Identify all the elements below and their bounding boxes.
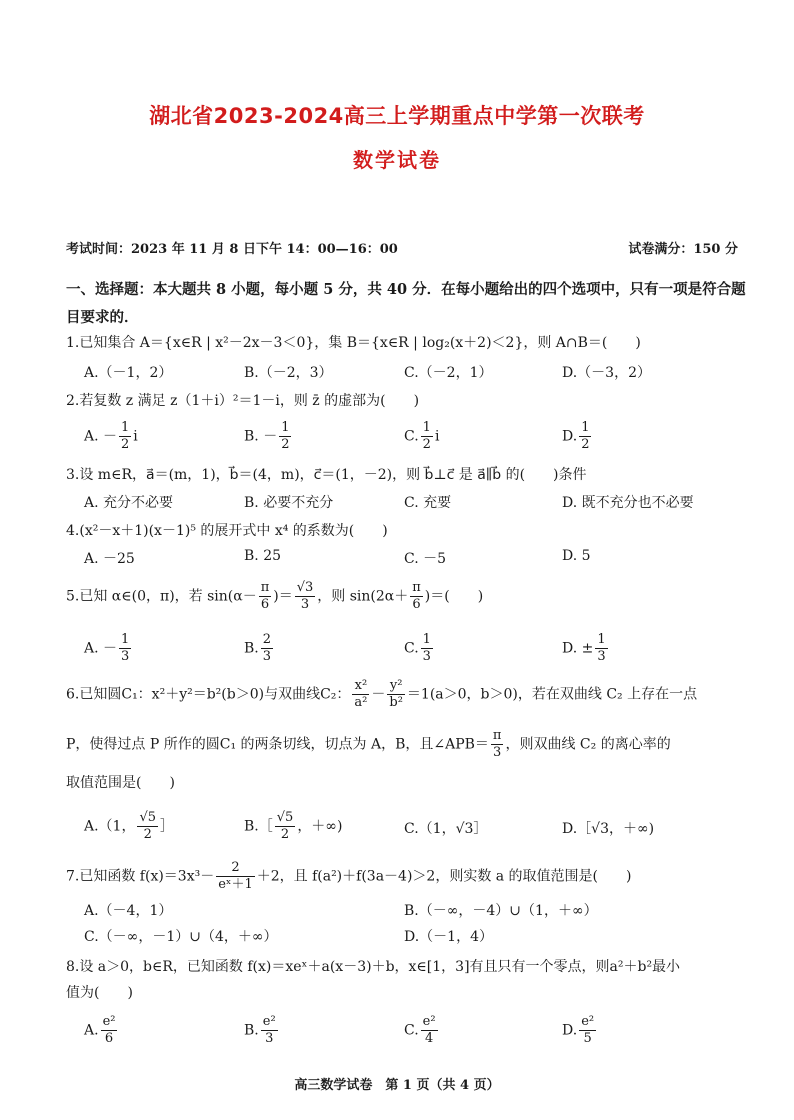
q2-a-label: A. － [84, 428, 118, 445]
q5-frac-1 [259, 580, 272, 613]
question-8-line-1: 8.设 a＞0，b∈R，已知函数 f(x)＝xeˣ＋a(x－3)＋b，x∈[1，3]有且只有一个零点，则a²＋b²最小 [66, 959, 681, 975]
q6-fx-num: x² [352, 678, 369, 695]
q6-fy-num: y² [387, 678, 405, 695]
q5-d-fraction [595, 632, 607, 665]
q6-fa-num: π [492, 728, 502, 743]
q2-a-num: 1 [121, 420, 130, 435]
q7-text-b: ＋2，且 f(a²)＋f(3a－4)＞2，则实数 a 的取值范围是( ) [256, 868, 632, 885]
q6-b-label: B.［ [244, 818, 273, 835]
q6-fy-den: b² [389, 695, 403, 710]
q6-a-label: A.（1， [84, 818, 136, 835]
q7-option-b: B.（－∞，－4）∪（1，＋∞） [404, 903, 598, 919]
q2-option-d [562, 420, 593, 453]
full-score: 试卷满分：150 分 [628, 242, 738, 257]
q2-a-imag: i [133, 428, 138, 445]
question-2-stem: 2.若复数 z 满足 z（1＋i）²＝1－i，则 z̄ 的虚部为( ) [66, 393, 420, 409]
q8-option-c [404, 1014, 440, 1047]
q5-text-d: )＝( ) [424, 588, 484, 605]
q4-option-d: D. 5 [562, 548, 591, 564]
q2-b-fraction [279, 420, 291, 453]
q5-option-d [562, 632, 610, 665]
q1-option-d: D.（－3，2） [562, 365, 651, 381]
q8-b-label: B. [244, 1022, 259, 1039]
q1-option-b: B.（－2，3） [244, 365, 333, 381]
q5-option-a [84, 632, 133, 665]
q5-b-num: 2 [262, 632, 272, 647]
q6-a-den: 2 [143, 827, 152, 842]
q7-text-a: 7.已知函数 f(x)＝3x³－ [66, 868, 215, 885]
q5-text-b: )＝ [273, 588, 293, 605]
q3-option-d: D. 既不充分也不必要 [562, 495, 694, 511]
q8-c-den: 4 [424, 1031, 434, 1046]
q5-d-den: 3 [597, 649, 606, 664]
q2-option-b [244, 420, 293, 453]
q5-frac-2 [295, 580, 316, 613]
q6-b-num: √5 [276, 810, 294, 825]
q5-d-label: D. ± [562, 640, 594, 657]
q2-c-label: C. [404, 428, 419, 445]
q5-f1-num: π [260, 580, 270, 595]
exam-time: 考试时间：2023 年 11 月 8 日下午 14：00—16：00 [66, 242, 398, 257]
q2-a-fraction [119, 420, 131, 453]
q5-c-num: 1 [422, 632, 431, 647]
q8-option-a [84, 1014, 119, 1047]
q8-d-den: 5 [583, 1031, 592, 1046]
q5-a-den: 3 [121, 649, 130, 664]
q5-f2-den: 3 [300, 597, 310, 612]
q2-c-fraction [421, 420, 433, 453]
q2-option-c [404, 420, 439, 453]
q5-text-c: ，则 sin(2α＋ [317, 588, 409, 605]
q8-c-label: C. [404, 1022, 419, 1039]
q5-d-num: 1 [597, 632, 606, 647]
q8-d-label: D. [562, 1022, 578, 1039]
q8-b-den: 3 [265, 1031, 274, 1046]
q5-f3-num: π [412, 580, 421, 595]
q5-a-fraction [119, 632, 131, 665]
question-7-stem [66, 860, 756, 893]
q7-option-a: A.（－4，1） [84, 903, 173, 919]
q6-frac-y [387, 678, 405, 711]
q6-frac-x [352, 678, 369, 711]
q5-c-den: 3 [422, 649, 431, 664]
q5-text-a: 5.已知 α∈(0，π)，若 sin(α－ [66, 588, 257, 605]
q2-c-num: 1 [422, 420, 431, 435]
q8-option-b [244, 1014, 280, 1047]
question-1-stem: 1.已知集合 A＝{x∈R | x²－2x－3＜0}，集 B＝{x∈R | log₂(x＋2)＜2}，则 A∩B＝( ) [66, 335, 641, 351]
q1-option-a: A.（－1，2） [84, 365, 173, 381]
q5-a-label: A. － [84, 640, 118, 657]
q2-d-num: 1 [581, 420, 590, 435]
question-6-line-2 [66, 728, 756, 761]
q4-option-c: C. －5 [404, 551, 447, 567]
question-5-stem [66, 580, 756, 613]
q5-b-den: 3 [262, 649, 272, 664]
q8-option-d [562, 1014, 598, 1047]
q6-text-a: 6.已知圆C₁：x²＋y²＝b²(b＞0)与双曲线C₂： [66, 686, 351, 703]
q3-option-c: C. 充要 [404, 495, 452, 511]
q6-fa-den: 3 [493, 745, 502, 760]
q2-a-den: 2 [121, 437, 130, 452]
q6-text-b: － [371, 686, 386, 703]
q6-b-fraction [275, 810, 296, 843]
q5-c-fraction [421, 632, 433, 665]
exam-title: 湖北省2023-2024高三上学期重点中学第一次联考 [149, 104, 645, 128]
q2-c-den: 2 [422, 437, 431, 452]
q4-option-a: A. －25 [84, 551, 135, 567]
q8-a-fraction [101, 1014, 118, 1047]
q3-option-b: B. 必要不充分 [244, 495, 334, 511]
q2-b-label: B. － [244, 428, 278, 445]
q5-c-label: C. [404, 640, 419, 657]
q6-a-num: √5 [139, 810, 157, 825]
exam-subtitle: 数学试卷 [353, 148, 441, 172]
q5-option-c [404, 632, 435, 665]
q6-option-d: D.［√3，＋∞) [562, 821, 655, 837]
q8-a-label: A. [84, 1022, 99, 1039]
q7-option-d: D.（－1，4） [404, 929, 493, 945]
q2-d-fraction [579, 420, 591, 453]
q6-b-end: ，＋∞) [297, 818, 343, 835]
question-3-stem: 3.设 m∈R，a⃗＝(m，1)，b⃗＝(4，m)，c⃗＝(1，－2)，则 b⃗⊥c⃗ 是 a⃗∥b⃗ 的( )条件 [66, 467, 587, 483]
q2-d-label: D. [562, 428, 578, 445]
q6-b-den: 2 [280, 827, 290, 842]
q8-c-num: e² [422, 1014, 436, 1029]
q4-option-b: B. 25 [244, 548, 282, 564]
q5-f2-num: √3 [296, 580, 314, 595]
q7-option-c: C.（－∞，－1）∪（4，＋∞） [84, 929, 278, 945]
q7-den: eˣ＋1 [218, 877, 253, 892]
question-4-stem: 4.(x²－x＋1)(x－1)⁵ 的展开式中 x⁴ 的系数为( ) [66, 523, 388, 539]
q6-a-end: ］ [160, 818, 175, 835]
q2-b-den: 2 [281, 437, 290, 452]
q6-fx-den: a² [354, 695, 368, 710]
q6-text-d: P，使得过点 P 所作的圆C₁ 的两条切线，切点为 A，B，且∠APB＝ [66, 736, 489, 753]
q1-option-c: C.（－2，1） [404, 365, 493, 381]
q7-num: 2 [216, 860, 254, 877]
q5-f3-den: 6 [412, 597, 421, 612]
q8-b-fraction [261, 1014, 278, 1047]
q6-option-c: C.（1，√3］ [404, 821, 488, 837]
q8-c-fraction [421, 1014, 438, 1047]
q5-b-fraction [261, 632, 273, 665]
q7-fraction [216, 860, 254, 893]
q6-option-b [244, 810, 342, 843]
q2-c-imag: i [434, 428, 440, 445]
q2-d-den: 2 [581, 437, 590, 452]
page-footer: 高三数学试卷 第 1 页（共 4 页） [294, 1078, 500, 1093]
q6-a-fraction [137, 810, 158, 843]
q5-a-num: 1 [121, 632, 130, 647]
question-6-line-1 [66, 678, 756, 711]
q5-frac-3 [410, 580, 423, 613]
question-8-line-2: 值为( ) [66, 985, 133, 1001]
q8-a-num: e² [102, 1014, 116, 1029]
q8-a-den: 6 [104, 1031, 114, 1046]
q8-b-num: e² [262, 1014, 276, 1029]
q5-option-b [244, 632, 275, 665]
q8-d-fraction [579, 1014, 596, 1047]
q6-text-e: ，则双曲线 C₂ 的离心率的 [505, 736, 671, 753]
q6-text-c: ＝1(a＞0，b＞0)，若在双曲线 C₂ 上存在一点 [406, 686, 698, 703]
q5-b-label: B. [244, 640, 259, 657]
section-heading: 一、选择题：本大题共 8 小题，每小题 5 分，共 40 分．在每小题给出的四个选项中，只有一项是符合题目要求的． [66, 281, 746, 326]
question-6-line-3: 取值范围是( ) [66, 775, 175, 791]
q6-frac-angle [491, 728, 504, 761]
q2-b-num: 1 [281, 420, 290, 435]
q5-f1-den: 6 [260, 597, 270, 612]
q6-option-a [84, 810, 174, 843]
q2-option-a [84, 420, 138, 453]
q8-d-num: e² [581, 1014, 595, 1029]
q3-option-a: A. 充分不必要 [84, 495, 174, 511]
